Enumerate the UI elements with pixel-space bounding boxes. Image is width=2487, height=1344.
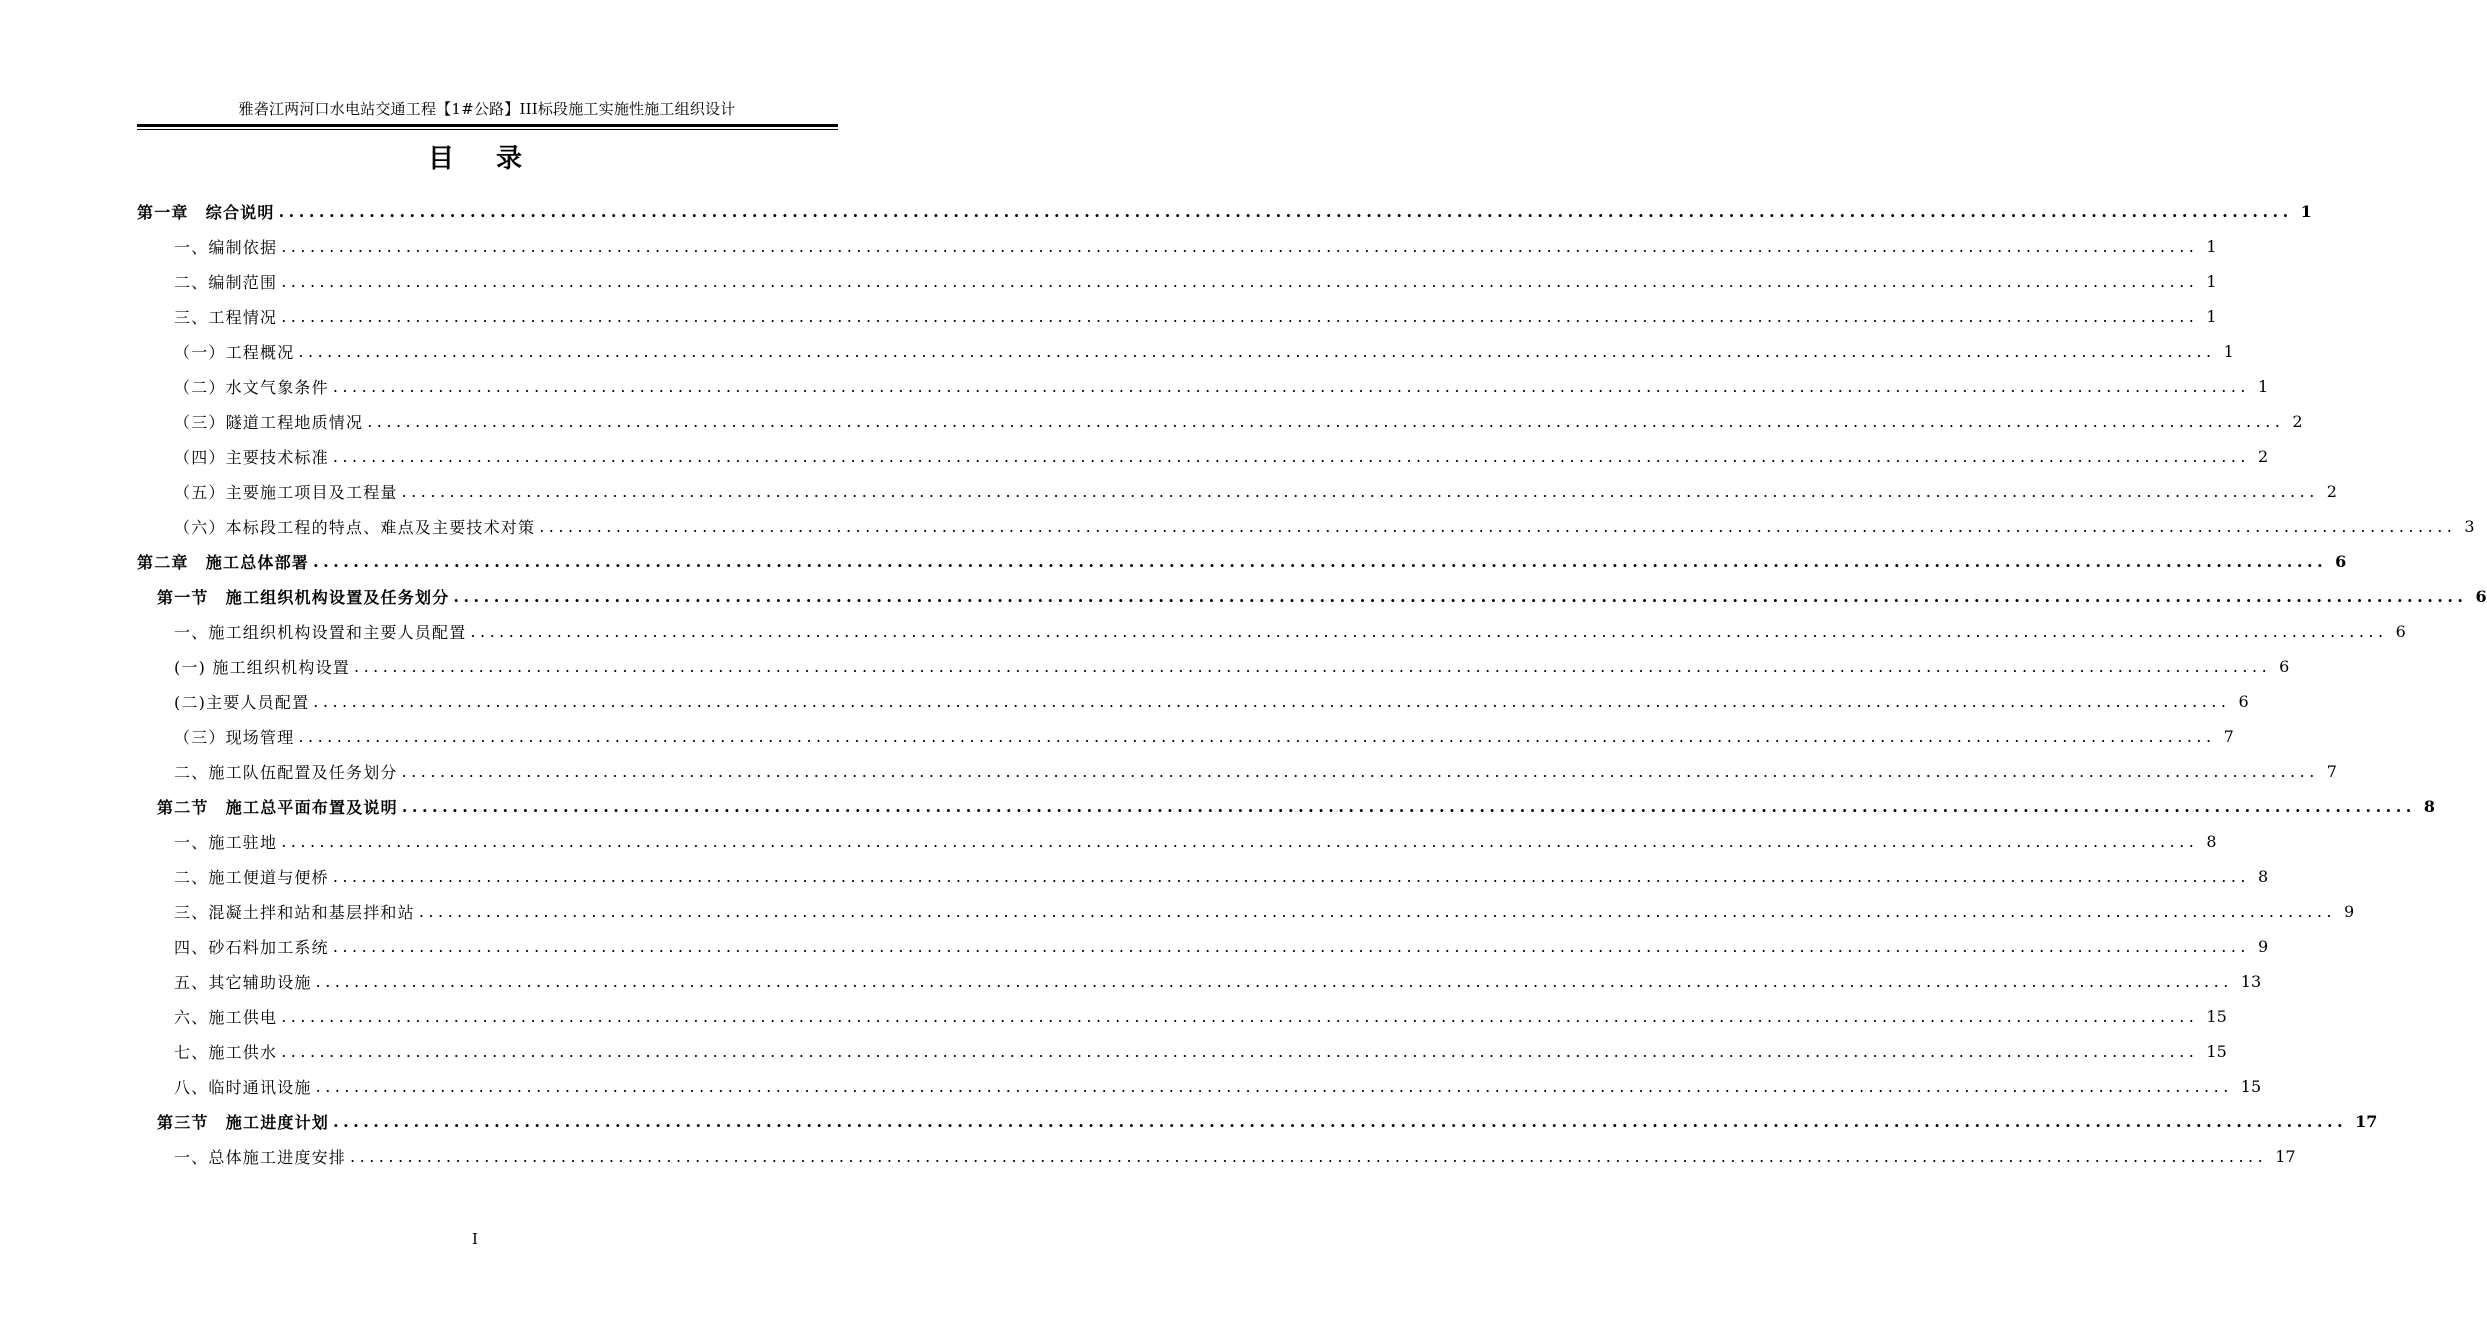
toc-leader-dots: ........................................................................................................................................................................................................ [315, 971, 2233, 991]
toc-entry-label: 三、混凝土拌和站和基层拌和站 [174, 903, 415, 922]
toc-entry-page: 15 [2240, 1077, 2262, 1096]
running-header: 雅砻江两河口水电站交通工程【1#公路】III标段施工实施性施工组织设计 [238, 100, 736, 118]
toc-entry-label: （一）工程概况 [174, 343, 295, 362]
toc-entry-page: 17 [2355, 1112, 2378, 1131]
toc-leader-dots: ........................................................................................................................................................................................................ [367, 411, 2285, 431]
toc-entry-page: 6 [2335, 552, 2347, 571]
toc-entry[interactable] [137, 1069, 2262, 1104]
toc-entry[interactable] [137, 404, 2303, 439]
toc-entry[interactable] [137, 929, 2269, 964]
toc-entry[interactable] [137, 229, 2217, 264]
toc-entry-label: 五、其它辅助设施 [174, 973, 312, 992]
toc-entry-page: 6 [2475, 587, 2487, 606]
toc-leader-dots: ........................................................................................................................................................................................................ [470, 621, 2388, 641]
toc-leader-dots: ........................................................................................................................................................................................................ [350, 1146, 2268, 1166]
toc-entry-page: 7 [2326, 762, 2337, 781]
toc-entry-page: 1 [2206, 272, 2217, 291]
toc-entry-page: 8 [2258, 867, 2269, 886]
toc-entry-page: 1 [2258, 377, 2269, 396]
toc-entry-page: 8 [2423, 797, 2436, 816]
toc-entry[interactable] [137, 194, 2312, 229]
toc-entry[interactable] [137, 999, 2227, 1034]
toc-entry-label: 一、施工驻地 [174, 833, 278, 852]
toc-entry[interactable] [137, 789, 2436, 824]
toc-leader-dots: ........................................................................................................................................................................................................ [298, 726, 2216, 746]
toc-leader-dots: ........................................................................................................................................................................................................ [281, 236, 2199, 256]
toc-leader-dots: ........................................................................................................................................................................................................ [281, 1041, 2199, 1061]
toc-entry-page: 13 [2240, 972, 2262, 991]
toc-entry-page: 2 [2292, 412, 2303, 431]
toc-leader-dots: ........................................................................................................................................................................................................ [353, 656, 2272, 676]
toc-leader-dots: ........................................................................................................................................................................................................ [333, 1111, 2348, 1131]
toc-entry-label: 二、施工队伍配置及任务划分 [174, 763, 398, 782]
toc-entry[interactable] [137, 684, 2249, 719]
toc-leader-dots: ........................................................................................................................................................................................................ [418, 901, 2336, 921]
toc-leader-dots: ........................................................................................................................................................................................................ [313, 691, 2231, 711]
toc-entry-page: 1 [2206, 237, 2217, 256]
toc-entry-label: 六、施工供电 [174, 1008, 278, 1027]
toc-entry[interactable] [137, 719, 2234, 754]
toc-entry-label: （二）水文气象条件 [174, 378, 329, 397]
header-rule-thin [137, 129, 838, 130]
toc-title: 目录 [427, 144, 564, 174]
toc-leader-dots: ........................................................................................................................................................................................................ [313, 551, 2328, 571]
toc-entry[interactable] [137, 264, 2217, 299]
toc-entry-page: 8 [2206, 832, 2217, 851]
toc-entry-label: 一、总体施工进度安排 [174, 1148, 347, 1167]
toc-entry[interactable] [137, 579, 2487, 614]
toc-entry-page: 1 [2206, 307, 2217, 326]
toc-entry-page: 6 [2395, 622, 2406, 641]
toc-entry-label: (二)主要人员配置 [174, 693, 310, 712]
toc-entry-label: （四）主要技术标准 [174, 448, 329, 467]
toc-entry-label: 四、砂石料加工系统 [174, 938, 329, 957]
toc-entry[interactable] [137, 439, 2269, 474]
toc-leader-dots: ........................................................................................................................................................................................................ [401, 481, 2319, 501]
toc-entry-page: 1 [2223, 342, 2234, 361]
toc-leader-dots: ........................................................................................................................................................................................................ [332, 446, 2250, 466]
toc-entry-label: （三）现场管理 [174, 728, 295, 747]
toc-entry-label: （六）本标段工程的特点、难点及主要技术对策 [174, 518, 536, 537]
toc-leader-dots: ........................................................................................................................................................................................................ [278, 201, 2293, 221]
toc-entry-label: （三）隧道工程地质情况 [174, 413, 364, 432]
table-of-contents [137, 194, 2487, 1174]
toc-entry[interactable] [137, 754, 2337, 789]
toc-entry-label: （五）主要施工项目及工程量 [174, 483, 398, 502]
toc-leader-dots: ........................................................................................................................................................................................................ [281, 306, 2199, 326]
header-rule-thick [137, 124, 838, 127]
toc-entry-page: 2 [2258, 447, 2269, 466]
toc-entry-label: 第二章 施工总体部署 [137, 553, 310, 572]
toc-entry[interactable] [137, 334, 2234, 369]
toc-entry[interactable] [137, 859, 2269, 894]
toc-entry-page: 6 [2279, 657, 2290, 676]
toc-entry-page: 2 [2326, 482, 2337, 501]
toc-entry[interactable] [137, 824, 2217, 859]
toc-entry[interactable] [137, 894, 2355, 929]
toc-entry-page: 15 [2206, 1042, 2227, 1061]
toc-leader-dots: ........................................................................................................................................................................................................ [298, 341, 2216, 361]
page-number: I [472, 1230, 478, 1248]
toc-entry[interactable] [137, 649, 2290, 684]
toc-leader-dots: ........................................................................................................................................................................................................ [332, 866, 2250, 886]
toc-entry[interactable] [137, 474, 2337, 509]
toc-entry[interactable] [137, 1139, 2296, 1174]
toc-leader-dots: ........................................................................................................................................................................................................ [315, 1076, 2233, 1096]
toc-entry-label: 二、编制范围 [174, 273, 278, 292]
toc-entry[interactable] [137, 964, 2262, 999]
toc-entry[interactable] [137, 509, 2475, 544]
toc-entry-label: 第三节 施工进度计划 [157, 1113, 330, 1132]
toc-entry-label: 第一节 施工组织机构设置及任务划分 [157, 588, 450, 607]
toc-leader-dots: ........................................................................................................................................................................................................ [281, 831, 2199, 851]
toc-entry-label: 二、施工便道与便桥 [174, 868, 329, 887]
toc-leader-dots: ........................................................................................................................................................................................................ [401, 796, 2416, 816]
toc-entry[interactable] [137, 614, 2406, 649]
toc-entry-label: 第二节 施工总平面布置及说明 [157, 798, 398, 817]
toc-entry-label: (一) 施工组织机构设置 [174, 658, 350, 677]
toc-entry[interactable] [137, 299, 2217, 334]
toc-entry-page: 3 [2464, 517, 2475, 536]
toc-leader-dots: ........................................................................................................................................................................................................ [332, 376, 2250, 396]
toc-entry-label: 三、工程情况 [174, 308, 278, 327]
toc-entry-label: 第一章 综合说明 [137, 203, 275, 222]
toc-entry-page: 6 [2238, 692, 2249, 711]
toc-entry-label: 一、编制依据 [174, 238, 278, 257]
toc-entry[interactable] [137, 544, 2347, 579]
toc-entry-page: 17 [2275, 1147, 2296, 1166]
toc-entry-page: 9 [2258, 937, 2269, 956]
toc-leader-dots: ........................................................................................................................................................................................................ [281, 271, 2199, 291]
toc-leader-dots: ........................................................................................................................................................................................................ [453, 586, 2468, 606]
toc-entry[interactable] [137, 1034, 2227, 1069]
toc-entry-label: 一、施工组织机构设置和主要人员配置 [174, 623, 467, 642]
toc-entry-label: 八、临时通讯设施 [174, 1078, 312, 1097]
toc-entry-page: 7 [2223, 727, 2234, 746]
toc-entry-page: 9 [2344, 902, 2355, 921]
toc-leader-dots: ........................................................................................................................................................................................................ [281, 1006, 2199, 1026]
toc-entry-page: 1 [2300, 202, 2312, 221]
toc-entry-page: 15 [2206, 1007, 2227, 1026]
toc-entry[interactable] [137, 1104, 2378, 1139]
toc-leader-dots: ........................................................................................................................................................................................................ [401, 761, 2319, 781]
toc-leader-dots: ........................................................................................................................................................................................................ [539, 516, 2457, 536]
toc-entry[interactable] [137, 369, 2269, 404]
toc-entry-label: 七、施工供水 [174, 1043, 278, 1062]
toc-leader-dots: ........................................................................................................................................................................................................ [332, 936, 2250, 956]
